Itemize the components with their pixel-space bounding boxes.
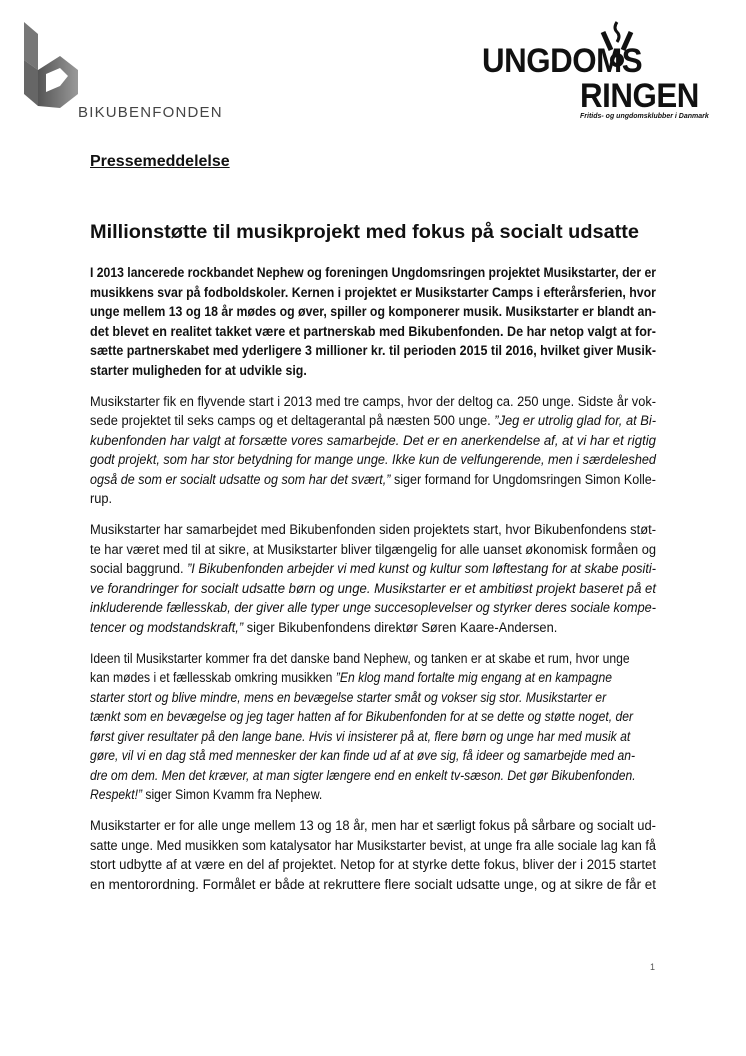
line-text: sede projektet til seks camps og et deltagerantal på næsten 500 unge. xyxy=(90,413,495,428)
italic-quote-text: gøre, vil vi en dag stå med mennesker der kan finde ud af at øve sig, få ideer og samarbejde med an- xyxy=(90,748,636,763)
text-line xyxy=(90,411,656,431)
text-line xyxy=(90,579,656,599)
ungdomsringen-logo-line1: UNGDOMS xyxy=(482,42,643,80)
line-text: kan mødes i et fællesskab omkring musikken xyxy=(90,670,336,685)
page-number: 1 xyxy=(650,962,656,972)
line-text: siger Bikubenfondens direktør Søren Kaare-Andersen. xyxy=(243,619,558,635)
italic-quote-text: tænkt som en bevægelse og jeg tager hatten af for Bikubenfonden for at se dette og støtte noget, der xyxy=(90,709,634,724)
line-text: starter muligheden for at udvikle sig. xyxy=(90,362,307,378)
line-text: Musikstarter fik en flyvende start i 2013 med tre camps, hvor der deltog ca. 250 unge. Sidste år vok- xyxy=(90,393,656,409)
italic-quote-text: også de som er socialt udsatte og som har det svært,” xyxy=(90,471,391,487)
line-text: Musikstarter er for alle unge mellem 13 og 18 år, men har et særligt fokus på sårbare og socialt ud- xyxy=(90,818,656,833)
line-text: musikkens svar på fodboldskoler. Kernen i projektet er Musikstarter Camps i efterårsferien, hvor xyxy=(90,284,656,300)
text-line xyxy=(90,836,656,856)
line-text: I 2013 lancerede rockbandet Nephew og foreningen Ungdomsringen projektet Musikstarter, der er xyxy=(90,265,656,280)
italic-quote-text: ve forandringer for socialt udsatte børn og unge. Musikstarter er et ambitiøst projekt baseret på et xyxy=(90,580,656,596)
italic-quote-text: ”I Bikubenfonden arbejder vi med kunst og kultur som løftestang for at skabe positi- xyxy=(187,561,656,576)
line-text: social baggrund. xyxy=(90,561,188,576)
text-line xyxy=(90,450,656,470)
text-line xyxy=(90,361,609,381)
text-line xyxy=(90,688,607,708)
line-text: siger formand for Ungdomsringen Simon Kolle- xyxy=(390,471,656,487)
line-text: Musikstarter har samarbejdet med Bikubenfonden siden projektets start, hvor Bikubenfondens støt- xyxy=(90,522,656,537)
italic-quote-text: inkluderende fællesskab, der giver alle typer unge succesoplevelser og styrker deres sociale kompe- xyxy=(90,600,656,615)
page-title: Millionstøtte til musikprojekt med fokus på socialt udsatte xyxy=(90,221,639,243)
italic-quote-text: kubenfonden har valgt at forsætte vores samarbejde. Det er en anerkendelse af, at vi har et rigtig xyxy=(90,432,656,448)
bikubenfonden-logo-text: BIKUBENFONDEN xyxy=(78,104,223,121)
line-text: satte unge. Med musikken som katalysator har Musikstarter bevist, at unge fra alle sociale lag kan få xyxy=(90,837,656,853)
line-text: sætte partnerskabet med yderligere 3 millioner kr. til perioden 2015 til 2016, hvilket giver Musik- xyxy=(90,343,656,358)
text-line xyxy=(90,746,636,766)
text-line xyxy=(90,283,656,303)
line-text: stort udbytte af at være en del af projektet. Netop for at styrke dette fokus, bliver der i 2015 startet xyxy=(90,857,656,872)
ungdomsringen-tagline: Fritids- og ungdomsklubber i Danmark xyxy=(580,113,709,120)
text-line xyxy=(90,263,656,283)
text-line xyxy=(90,540,656,560)
ungdomsringen-logo xyxy=(482,20,732,130)
text-line xyxy=(90,322,656,342)
italic-quote-text: dre om dem. Men det kræver, at man sigter længere end en enkelt tv-sæson. Det gør Bikubenfonden. xyxy=(90,767,636,783)
text-line xyxy=(90,707,634,727)
line-text: te har været med til at sikre, at Musikstarter bliver tilgængelig for alle uanset økonomisk formåen og xyxy=(90,541,656,557)
paragraph xyxy=(90,392,656,509)
line-text: unge mellem 13 og 18 år mødes og øver, spiller og komponerer musik. Musikstarter er blandt an- xyxy=(90,304,656,319)
document-body xyxy=(90,263,656,906)
paragraph xyxy=(90,263,656,380)
text-line xyxy=(90,520,656,540)
ungdomsringen-logo-line2: RINGEN xyxy=(580,77,699,115)
text-line xyxy=(90,618,630,638)
line-text: siger Simon Kvamm fra Nephew. xyxy=(142,787,323,802)
text-line xyxy=(90,668,613,688)
paragraph xyxy=(90,816,656,894)
document-type-heading: Pressemeddelelse xyxy=(90,153,230,170)
italic-quote-text: tencer og modstandskraft,” xyxy=(90,619,244,635)
text-line xyxy=(90,470,656,490)
italic-quote-text: først giver resultater på den lange bane. Hvis vi insisterer på at, flere børn og unge har med musik at xyxy=(90,728,631,744)
line-text: Ideen til Musikstarter kommer fra det danske band Nephew, og tanken er at skabe et rum, hvor unge xyxy=(90,650,630,666)
text-line xyxy=(90,598,656,618)
text-line xyxy=(90,489,628,509)
line-text: en mentorordning. Formålet er både at rekruttere flere socialt udsatte unge, og at sikre de får et xyxy=(90,876,656,892)
text-line xyxy=(90,431,656,451)
paragraph xyxy=(90,520,656,637)
italic-quote-text: Respekt!” xyxy=(90,787,143,802)
line-text: det blevet en realitet takket være et partnerskab med Bikubenfonden. De har netop valgt at for- xyxy=(90,323,656,339)
line-text: rup. xyxy=(90,491,113,506)
italic-quote-text: ”Jeg er utrolig glad for, at Bi- xyxy=(494,413,656,428)
text-line xyxy=(90,559,656,579)
text-line xyxy=(90,727,631,747)
italic-quote-text: starter stort og blive mindre, mens en bevægelse starter småt og vokser sig stor. Musikstarter er xyxy=(90,689,607,705)
text-line xyxy=(90,816,656,836)
text-line xyxy=(90,649,630,669)
text-line xyxy=(90,341,656,361)
italic-quote-text: godt projekt, som har stor betydning for mange unge. Ikke kun de velfungerende, men i særdeleshed xyxy=(90,452,656,467)
bikubenfonden-b-icon xyxy=(22,20,82,112)
italic-quote-text: ”En klog mand fortalte mig engang at en kampagne xyxy=(335,670,613,685)
text-line xyxy=(90,875,656,895)
text-line xyxy=(90,766,636,786)
text-line xyxy=(90,785,599,805)
text-line xyxy=(90,302,656,322)
text-line xyxy=(90,855,656,875)
paragraph xyxy=(90,649,656,805)
text-line xyxy=(90,392,656,412)
